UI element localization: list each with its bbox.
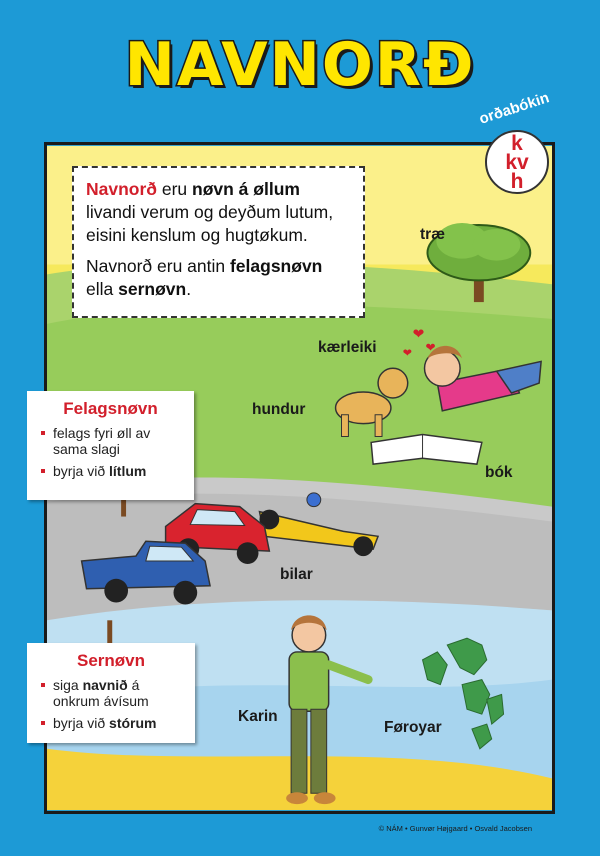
- svg-text:❤: ❤: [412, 325, 425, 342]
- badge-letter-h: h: [510, 170, 524, 193]
- intro-box: [72, 166, 365, 318]
- badge-letter-k: k: [511, 132, 523, 155]
- sernovn-title: Sernøvn: [76, 651, 146, 670]
- item-bold-text: lítlum: [109, 463, 147, 479]
- intro-paragraph-1: [86, 178, 351, 247]
- copyright-text: © NÁM • Gunvør Højgaard • Osvald Jacobsen: [378, 824, 532, 833]
- sernovn-item-1: [53, 677, 183, 709]
- badge-letter-kv: kv: [505, 151, 529, 174]
- intro-text: livandi verum og deyðum lutum, eisini kenslum og hugtøkum.: [86, 202, 334, 245]
- item-text: byrja við: [53, 715, 110, 731]
- label-trae: træ: [420, 226, 445, 243]
- sernovn-item-2: [53, 715, 183, 731]
- sernovn-sign: [27, 643, 195, 743]
- badge-arc-text: orðabókin: [477, 89, 552, 128]
- item-bold-text: navnið: [82, 677, 128, 693]
- item-text: á onkrum ávísum: [53, 677, 149, 709]
- ordabokin-badge: [485, 130, 549, 194]
- item-bold-text: stórum: [109, 715, 157, 731]
- intro-text: Navnorð eru antin: [86, 256, 230, 276]
- item-text: byrja við: [53, 463, 110, 479]
- svg-text:❤: ❤: [425, 340, 436, 355]
- intro-text: .: [186, 279, 192, 299]
- label-karin: Karin: [238, 708, 278, 725]
- label-hundur: hundur: [252, 401, 306, 418]
- label-bok: bók: [485, 464, 513, 481]
- intro-bold-text: sernøvn: [118, 279, 187, 299]
- svg-text:❤: ❤: [402, 347, 412, 360]
- felagsnovn-sign: [27, 391, 194, 500]
- label-foroyar: Føroyar: [384, 719, 442, 736]
- intro-text: ella: [86, 279, 119, 299]
- page-title: NAVNORÐ: [124, 30, 476, 100]
- felagsnovn-item-1: felags fyri øll av sama slagi: [53, 425, 182, 457]
- item-text: siga: [53, 677, 83, 693]
- intro-bold-text: nøvn á øllum: [192, 179, 300, 199]
- label-kaerleiki: kærleiki: [318, 339, 377, 356]
- felagsnovn-item-2: [53, 463, 182, 479]
- intro-bold-text: felagsnøvn: [229, 256, 323, 276]
- intro-paragraph-2: [86, 255, 351, 301]
- intro-term-navnord: Navnorð: [86, 179, 157, 199]
- intro-text: eru: [156, 179, 193, 199]
- label-bilar: bilar: [280, 566, 313, 583]
- felagsnovn-title: Felagsnøvn: [63, 399, 158, 418]
